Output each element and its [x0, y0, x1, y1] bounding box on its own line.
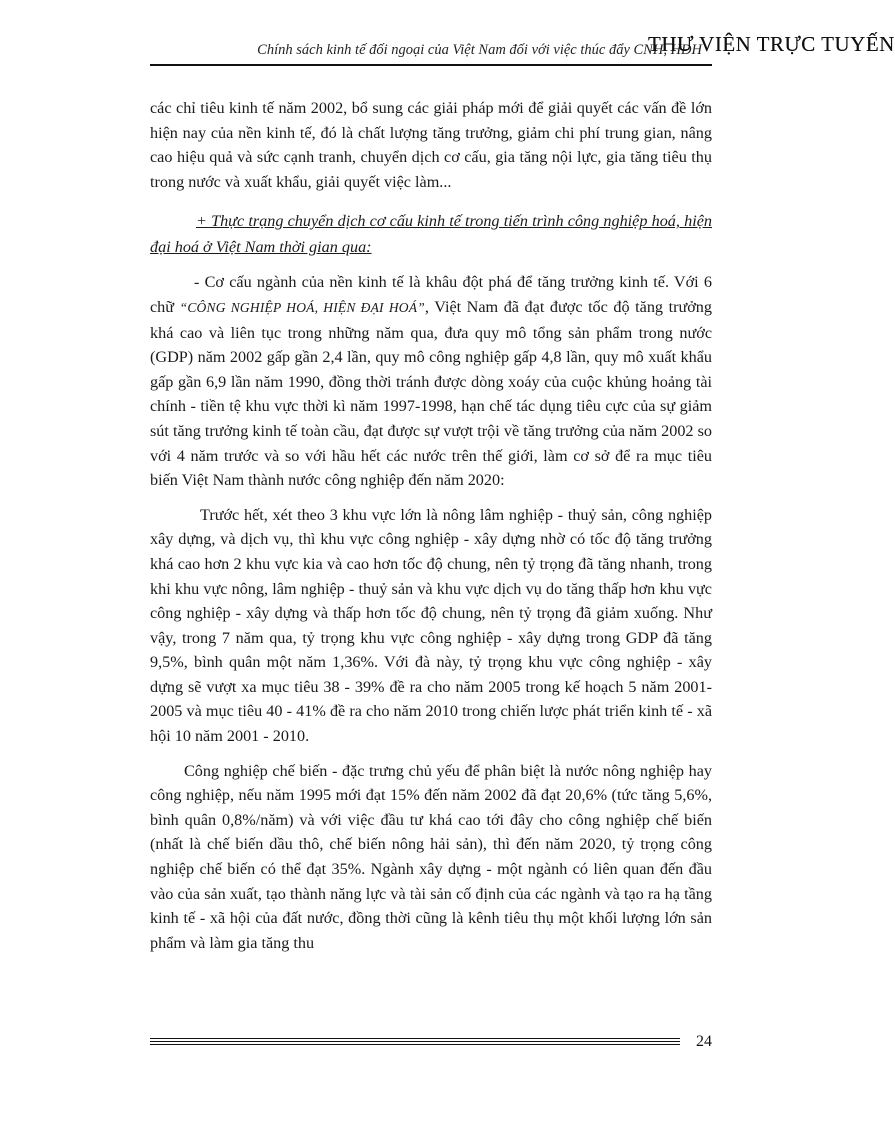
slogan-quote: “CÔNG NGHIỆP HOÁ, HIỆN ĐẠI HOÁ”	[179, 299, 425, 315]
library-watermark: THƯ VIỆN TRỰC TUYẾN	[648, 32, 895, 56]
paragraph-sectors: Trước hết, xét theo 3 khu vực lớn là nông lâm nghiệp - thuỷ sản, công nghiệp xây dựng, và dịch vụ, thì khu vực công nghiệp - xây dựng nhờ có tốc độ tăng trưởng khá cao hơn 2 khu vực kia và cao hơn tốc độ chung, nên tỷ trọng đã tăng nhanh, trong khi khu vực nông, lâm nghiệp - thuỷ sản và khu vực dịch vụ do tăng thấp hơn khu vực công nghiệp - xây dựng và thấp hơn tốc độ chung, nên tỷ trọng đã giảm xuống. Như vậy, trong 7 năm qua, tỷ trọng khu vực công nghiệp - xây dựng trong GDP đã tăng 9,5%, bình quân một năm 1,36%. Với đà này, tỷ trọng khu vực công nghiệp - xây dựng sẽ vượt xa mục tiêu 38 - 39% đề ra cho năm 2005 trong kế hoạch 5 năm 2001-2005 và mục tiêu 40 - 41% đề ra cho năm 2010 trong chiến lược phát triển kinh tế - xã hội 10 năm 2001 - 2010.	[150, 505, 712, 746]
paragraph-structure	[150, 270, 712, 492]
footer-rule	[150, 1038, 680, 1047]
page-number: 24	[696, 1033, 712, 1050]
header-rule	[150, 64, 712, 66]
paragraph-structure-intro: - Cơ cấu ngành của nền kinh tế là khâu đột phá để tăng trưởng kinh tế. Với 6 chữ	[150, 273, 712, 316]
paragraph-structure-rest: , Việt Nam đã đạt được tốc độ tăng trưởng khá cao và liên tục trong những năm qua, đưa quy mô tổng sản phẩm trong nước (GDP) năm 2002 gấp gần 2,4 lần, quy mô công nghiệp gấp 4,8 lần, quy mô xuất khẩu gấp gần 6,9 lần năm 1990, đồng thời tránh được dòng xoáy của cuộc khủng hoảng tài chính - tiền tệ khu vực thời kì năm 1997-1998, hạn chế tác dụng tiêu cực của sự giảm sút tăng trưởng kinh tế toàn cầu, đạt được sự vượt trội về tăng trưởng của năm 2002 so với 4 năm trước và so với hầu hết các nước trên thế giới, làm cơ sở để ra mục tiêu biến Việt Nam thành nước công nghiệp đến năm 2020:	[150, 297, 712, 490]
section-heading: + Thực trạng chuyển dịch cơ cấu kinh tế trong tiến trình công nghiệp hoá, hiện đại hoá ở Việt Nam thời gian qua:	[150, 212, 712, 257]
body-text	[150, 96, 712, 955]
paragraph-manufacturing: Công nghiệp chế biến - đặc trưng chủ yếu để phân biệt là nước nông nghiệp hay công nghiệp, nếu năm 1995 mới đạt 15% đến năm 2002 đã đạt 20,6% (tức tăng 5,6%, bình quân 0,8%/năm) và với việc đầu tư khá cao tới đây cho công nghiệp chế biến (nhất là chế biến dầu thô, chế biến nông hải sản), thì đến năm 2020, tỷ trọng công nghiệp chế biến có thể đạt 35%. Ngành xây dựng - một ngành có liên quan đến đầu vào của sản xuất, tạo thành năng lực và tài sản cố định của các ngành và tạo ra hạ tầng kinh tế - xã hội của đất nước, đồng thời cũng là kênh tiêu thụ một khối lượng lớn sản phẩm và làm gia tăng thu	[150, 761, 712, 952]
page-footer	[150, 1034, 712, 1054]
running-header-title: Chính sách kinh tế đối ngoại của Việt Nam đối với việc thúc đẩy CNH, HĐH	[257, 42, 702, 58]
paragraph-continuation: các chỉ tiêu kinh tế năm 2002, bổ sung các giải pháp mới để giải quyết các vấn đề lớn hiện nay của nền kinh tế, đó là chất lượng tăng trưởng, giảm chi phí trung gian, nâng cao hiệu quả và sức cạnh tranh, chuyển dịch cơ cấu, gia tăng nội lực, gia tăng tiêu thụ trong nước và xuất khẩu, giải quyết việc làm...	[150, 99, 712, 191]
page-header	[150, 30, 895, 60]
